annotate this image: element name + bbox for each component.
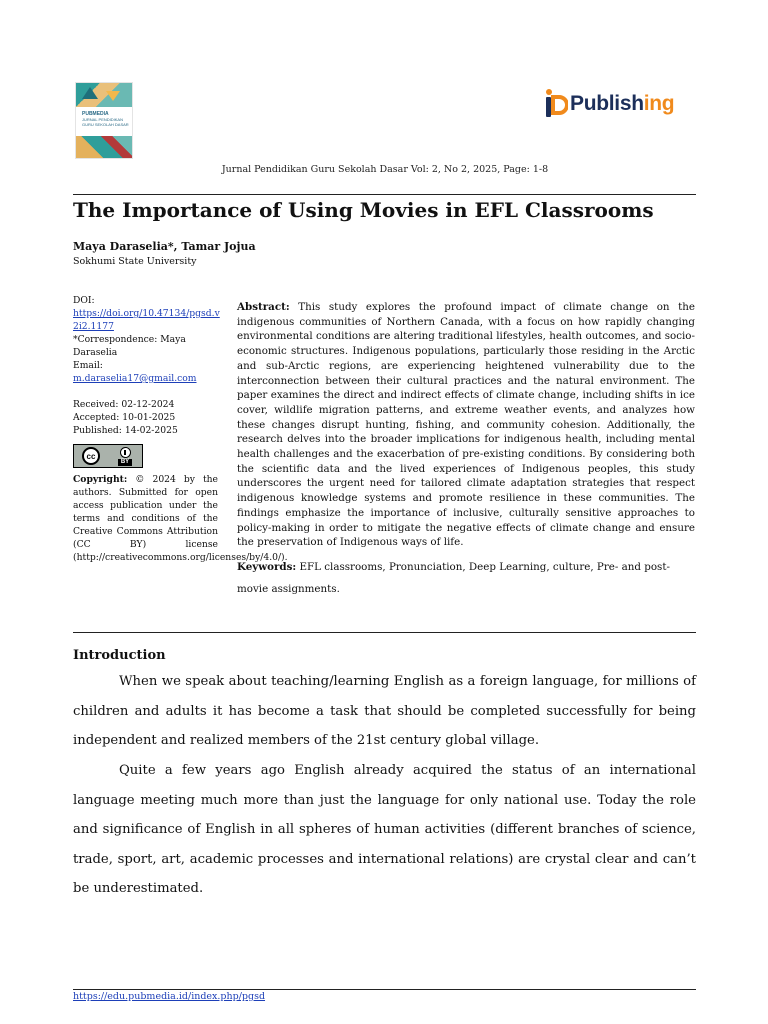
cc-by-license-badge[interactable] [73, 444, 143, 468]
accepted-date: Accepted: 10-01-2025 [73, 412, 176, 423]
published-date: Published: 14-02-2025 [73, 425, 178, 436]
section-heading: Introduction [73, 648, 166, 663]
keywords-text: EFL classrooms, Pronunciation, Deep Learning, culture, Pre- and post-movie assignments. [237, 561, 670, 595]
journal-citation-line: Jurnal Pendidikan Guru Sekolah Dasar Vol: 2, No 2, 2025, Page: 1-8 [221, 164, 549, 175]
affiliation: Sokhumi State University [73, 256, 197, 267]
cover-subtitle: JURNAL PENDIDIKAN GURU SEKOLAH DASAR [82, 117, 129, 127]
body-paragraph [73, 756, 696, 904]
cover-journal-name: PUBMEDIA [82, 111, 109, 117]
abstract [237, 300, 695, 550]
logo-text-ing: ing [643, 92, 675, 115]
footer-divider [73, 989, 696, 990]
header-divider [73, 194, 696, 195]
logo-text-publish: Publish [570, 92, 644, 115]
correspondence-name: Daraselia [73, 347, 118, 358]
doi-label: DOI: [73, 295, 95, 306]
doi-link[interactable]: https://doi.org/10.47134/pgsd.v 2i2.1177 [73, 308, 220, 332]
journal-cover-thumbnail [75, 82, 133, 159]
attribution-icon [120, 447, 131, 458]
body-paragraph [73, 667, 696, 756]
keywords [237, 556, 695, 600]
correspondence-label: *Correspondence: Maya [73, 334, 186, 345]
abstract-label: Abstract: [237, 301, 290, 313]
received-date: Received: 02-12-2024 [73, 399, 175, 410]
copyright-notice [73, 473, 288, 564]
footer-url-link[interactable]: https://edu.pubmedia.id/index.php/pgsd [73, 991, 266, 1002]
cc-icon: cc [82, 447, 100, 465]
by-label: BY [118, 459, 132, 466]
publisher-logo-icon [544, 88, 568, 120]
authors: Maya Daraselia*, Tamar Jojua [73, 240, 256, 253]
email-link[interactable]: m.daraselia17@gmail.com [73, 373, 197, 384]
paragraph-2-text: Quite a few years ago English already acquired the status of an international language meeting much more than just the language for only national use. Today the role and significance of English in all spheres of human activities (different branches of science, trade, sport, art, academic processes and international relations) are crystal clear and can’t be underestimated. [73, 763, 696, 896]
paragraph-1-text: When we speak about teaching/learning English as a foreign language, for millions of children and adults it has become a task that should be completed successfully for being independent and realized members of the 21st century global village. [73, 674, 696, 748]
copyright-label: Copyright: [73, 474, 128, 485]
email-label: Email: [73, 360, 103, 371]
copyright-text: © 2024 by the authors. Submitted for open access publication under the terms and conditions of the Creative Commons Attribution (CC BY) license (http://creativecommons.org/licenses/by/4.0/). [73, 474, 288, 563]
abstract-text: This study explores the profound impact of climate change on the indigenous communities of Northern Canada, with a focus on how rapidly changing environmental conditions are altering traditional lifestyles, health outcomes, and socio-economic structures. Indigenous populations, particularly those residing in the Arctic and sub-Arctic regions, are experiencing heightened vulnerability due to the interconnection between their cultural practices and the natural environment. The paper examines the direct and indirect effects of climate change, including shifts in ice cover, wildlife migration patterns, and extreme weather events, and analyzes how these changes disrupt hunting, fishing, and community cohesion. Additionally, the research delves into the broader implications for indigenous health, including mental health challenges and the exacerbation of pre-existing conditions. By considering both the scientific data and the lived experiences of Indigenous peoples, this study underscores the urgent need for tailored climate adaptation strategies that respect indigenous knowledge systems and promote resilience in these communities. The findings emphasize the importance of inclusive, culturally sensitive approaches to policy-making in order to mitigate the negative effects of climate change and ensure the preservation of Indigenous ways of life. [237, 301, 695, 549]
keywords-label: Keywords: [237, 561, 297, 573]
paper-title: The Importance of Using Movies in EFL Classrooms [73, 198, 654, 222]
abstract-divider [73, 632, 696, 633]
publisher-logo [544, 86, 674, 122]
